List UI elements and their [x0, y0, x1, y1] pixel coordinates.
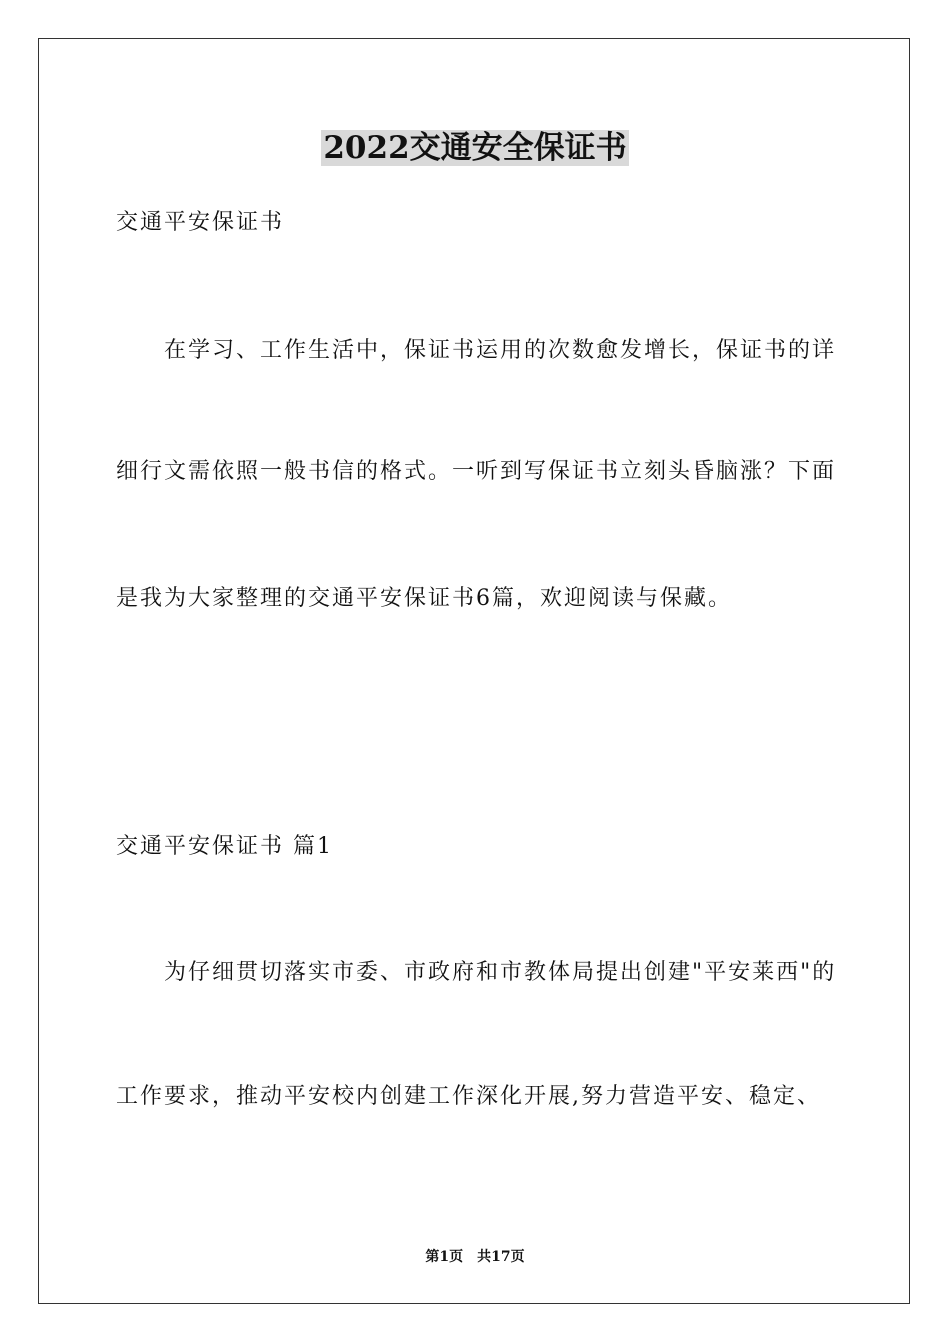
document-heading: 交通平安保证书	[116, 210, 285, 235]
page-current: 第1页	[425, 1249, 464, 1265]
document-title	[0, 128, 950, 168]
document-title-text: 2022交通安全保证书	[323, 130, 627, 166]
page-total: 共17页	[477, 1249, 525, 1265]
intro-line-1: 在学习、工作生活中，保证书运用的次数愈发增长，保证书的详	[164, 338, 837, 363]
intro-line-2: 细行文需依照一般书信的格式。一听到写保证书立刻头昏脑涨？下面	[116, 459, 837, 484]
intro-line-3: 是我为大家整理的交通平安保证书6篇，欢迎阅读与保藏。	[116, 586, 732, 611]
section-line-1: 为仔细贯切落实市委、市政府和市教体局提出创建"平安莱西"的	[164, 960, 837, 985]
section-line-2: 工作要求，推动平安校内创建工作深化开展,努力营造平安、稳定、	[116, 1084, 821, 1109]
page-footer	[0, 1248, 950, 1266]
section-heading: 交通平安保证书 篇1	[116, 834, 333, 859]
